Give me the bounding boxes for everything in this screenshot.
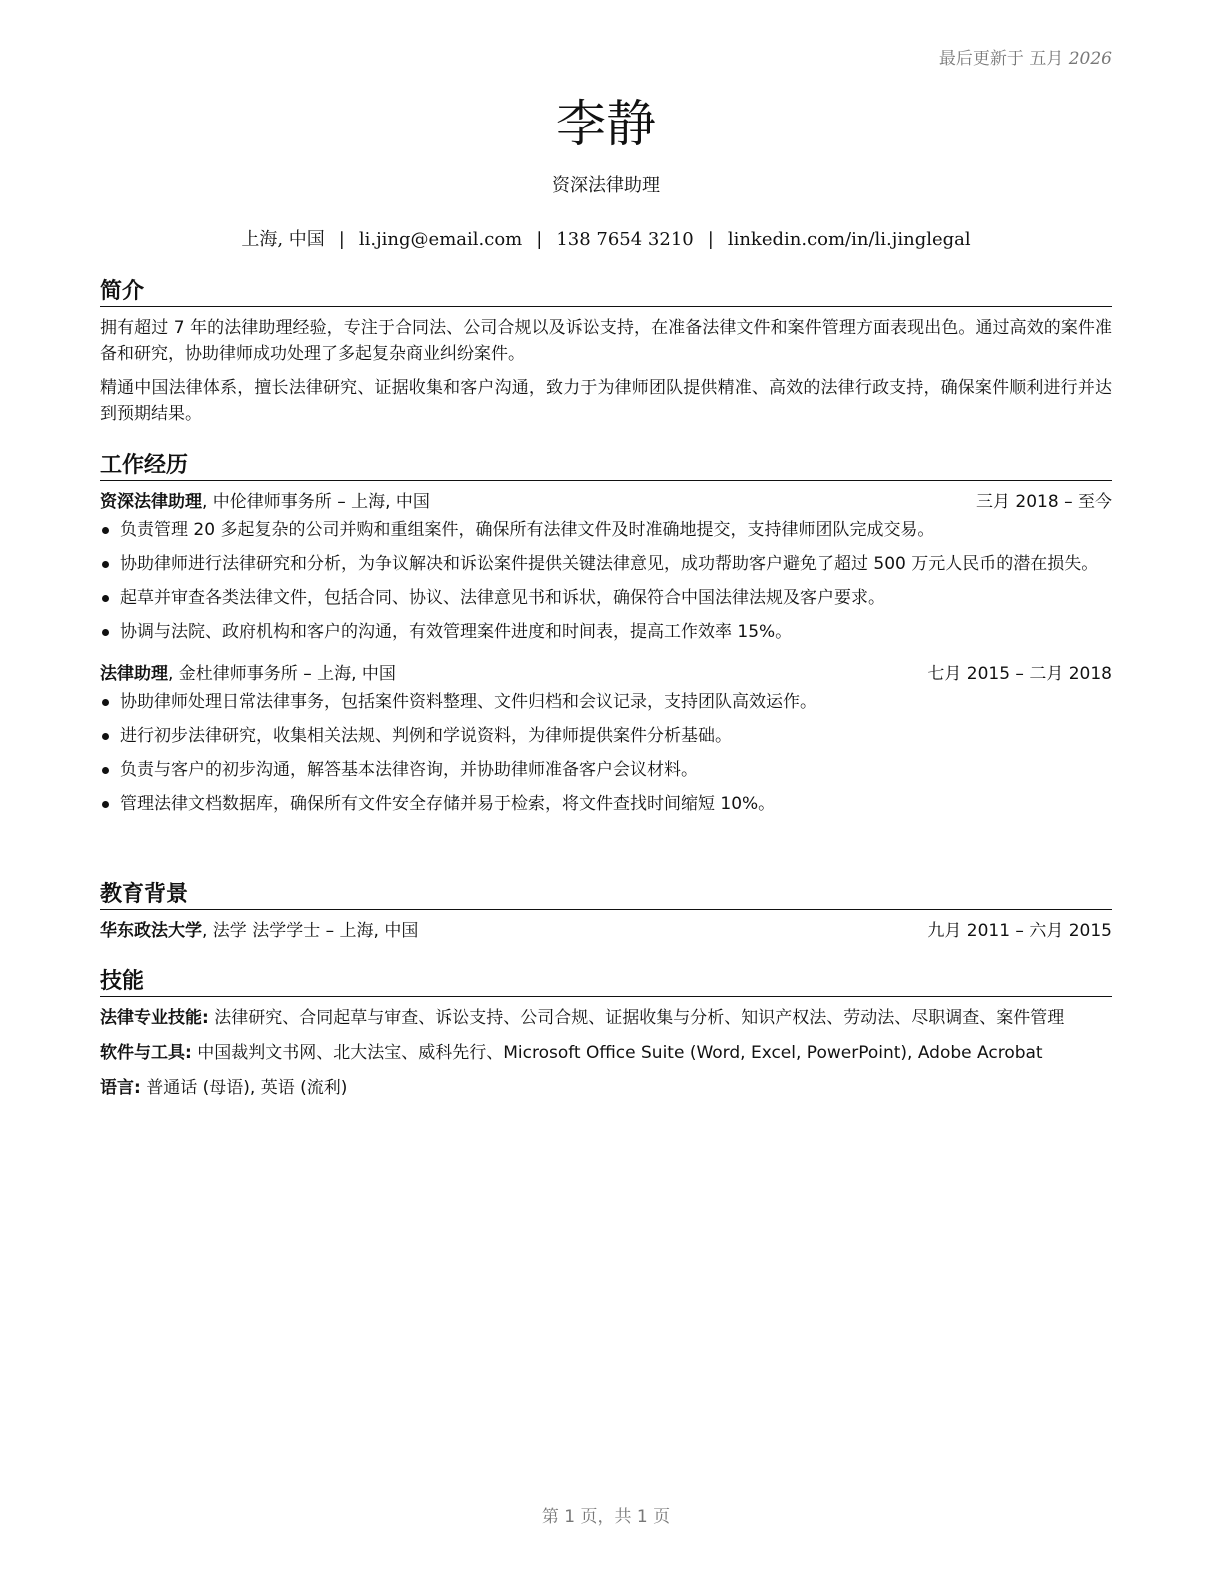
education-entry: [100, 918, 1112, 944]
skill-label: 法律专业技能:: [100, 1008, 209, 1028]
bullet-dot-icon: [102, 629, 109, 636]
job-role-org: [100, 661, 396, 687]
bullet-dot-icon: [102, 527, 109, 534]
job-bullet-text: 协助律师进行法律研究和分析，为争议解决和诉讼案件提供关键法律意见，成功帮助客户避免了超过 500 万元人民币的潜在损失。: [120, 554, 1099, 574]
job-bullet-text: 负责管理 20 多起复杂的公司并购和重组案件，确保所有法律文件及时准确地提交，支持律师团队完成交易。: [120, 520, 935, 540]
job-bullet: [100, 723, 1112, 749]
job-role-org: [100, 489, 430, 515]
job-bullet-text: 进行初步法律研究，收集相关法规、判例和学说资料，为律师提供案件分析基础。: [120, 726, 732, 746]
summary-heading: 简介: [100, 278, 1112, 307]
job-bullet-text: 负责与客户的初步沟通，解答基本法律咨询，并协助律师准备客户会议材料。: [120, 760, 698, 780]
candidate-name: 李静: [556, 95, 656, 153]
skill-label: 软件与工具:: [100, 1043, 192, 1063]
job-bullet: [100, 757, 1112, 783]
skill-line: [100, 1075, 1112, 1101]
job-bullets: [100, 689, 1112, 817]
skill-label: 语言:: [100, 1078, 141, 1098]
job-header: [100, 489, 1112, 515]
summary-section: [100, 278, 1112, 435]
contact-linkedin[interactable]: linkedin.com/in/li.jinglegal: [727, 229, 971, 250]
job-header: [100, 661, 1112, 687]
bullet-dot-icon: [102, 561, 109, 568]
contact-line: [100, 225, 1112, 251]
job-bullet: [100, 619, 1112, 645]
skill-line: [100, 1005, 1112, 1031]
job-bullet: [100, 517, 1112, 543]
job-bullet: [100, 585, 1112, 611]
job-bullet-text: 协助律师处理日常法律事务，包括案件资料整理、文件归档和会议记录，支持团队高效运作。: [120, 692, 817, 712]
education-section: [100, 881, 1112, 944]
job-bullets: [100, 517, 1112, 645]
education-school-detail: [100, 918, 418, 944]
skill-text: 普通话 (母语), 英语 (流利): [140, 1078, 348, 1098]
education-dates: 九月 2011 – 六月 2015: [927, 921, 1112, 941]
job-bullet-text: 起草并审查各类法律文件，包括合同、协议、法律意见书和诉状，确保符合中国法律法规及客户要求。: [120, 588, 885, 608]
bullet-dot-icon: [102, 733, 109, 740]
summary-paragraph: 精通中国法律体系，擅长法律研究、证据收集和客户沟通，致力于为律师团队提供精准、高效的法律行政支持，确保案件顺利进行并达到预期结果。: [100, 378, 1112, 424]
resume-page: [100, 0, 1112, 1584]
education-heading: 教育背景: [100, 881, 1112, 910]
job-role: 资深法律助理: [100, 492, 202, 512]
contact-phone: 138 7654 3210: [556, 229, 694, 250]
bullet-dot-icon: [102, 767, 109, 774]
job-bullet: [100, 551, 1112, 577]
summary-paragraph: 拥有超过 7 年的法律助理经验，专注于合同法、公司合规以及诉讼支持，在准备法律文件和案件管理方面表现出色。通过高效的案件准备和研究，协助律师成功处理了多起复杂商业纠纷案件。: [100, 318, 1112, 364]
job-bullet: [100, 689, 1112, 715]
skill-text: 法律研究、合同起草与审查、诉讼支持、公司合规、证据收集与分析、知识产权法、劳动法、尽职调查、案件管理: [208, 1008, 1065, 1028]
skill-line: [100, 1040, 1112, 1066]
bullet-dot-icon: [102, 801, 109, 808]
skill-text: 中国裁判文书网、北大法宝、威科先行、Microsoft Office Suite (Word, Excel, PowerPoint), Adobe Acrobat: [191, 1043, 1043, 1063]
last-updated-year: 2026: [1068, 49, 1112, 69]
page-number: 第 1 页，共 1 页: [541, 1507, 671, 1527]
job-entry: [100, 661, 1112, 817]
job-bullet: [100, 791, 1112, 817]
contact-email[interactable]: li.jing@email.com: [358, 229, 523, 250]
experience-heading: 工作经历: [100, 452, 1112, 481]
skills-section: [100, 968, 1112, 1110]
contact-separator: |: [338, 229, 345, 250]
last-updated: [939, 44, 1112, 69]
experience-section: [100, 452, 1112, 825]
job-bullet-text: 管理法律文档数据库，确保所有文件安全存储并易于检索，将文件查找时间缩短 10%。: [120, 794, 776, 814]
candidate-title: 资深法律助理: [552, 175, 660, 196]
job-dates: 七月 2015 – 二月 2018: [927, 664, 1112, 684]
job-entry: [100, 489, 1112, 645]
job-dates: 三月 2018 – 至今: [976, 492, 1112, 512]
job-org: , 金杜律师事务所 – 上海, 中国: [168, 664, 396, 684]
contact-separator: |: [707, 229, 714, 250]
education-school: 华东政法大学: [100, 921, 202, 941]
contact-location: 上海, 中国: [241, 229, 325, 250]
last-updated-prefix: 最后更新于 五月: [938, 49, 1064, 69]
job-role: 法律助理: [100, 664, 168, 684]
bullet-dot-icon: [102, 699, 109, 706]
job-bullet-text: 协调与法院、政府机构和客户的沟通，有效管理案件进度和时间表，提高工作效率 15%。: [120, 622, 793, 642]
job-org: , 中伦律师事务所 – 上海, 中国: [202, 492, 430, 512]
skills-heading: 技能: [100, 968, 1112, 997]
bullet-dot-icon: [102, 595, 109, 602]
education-detail: , 法学 法学学士 – 上海, 中国: [202, 921, 419, 941]
contact-separator: |: [536, 229, 543, 250]
